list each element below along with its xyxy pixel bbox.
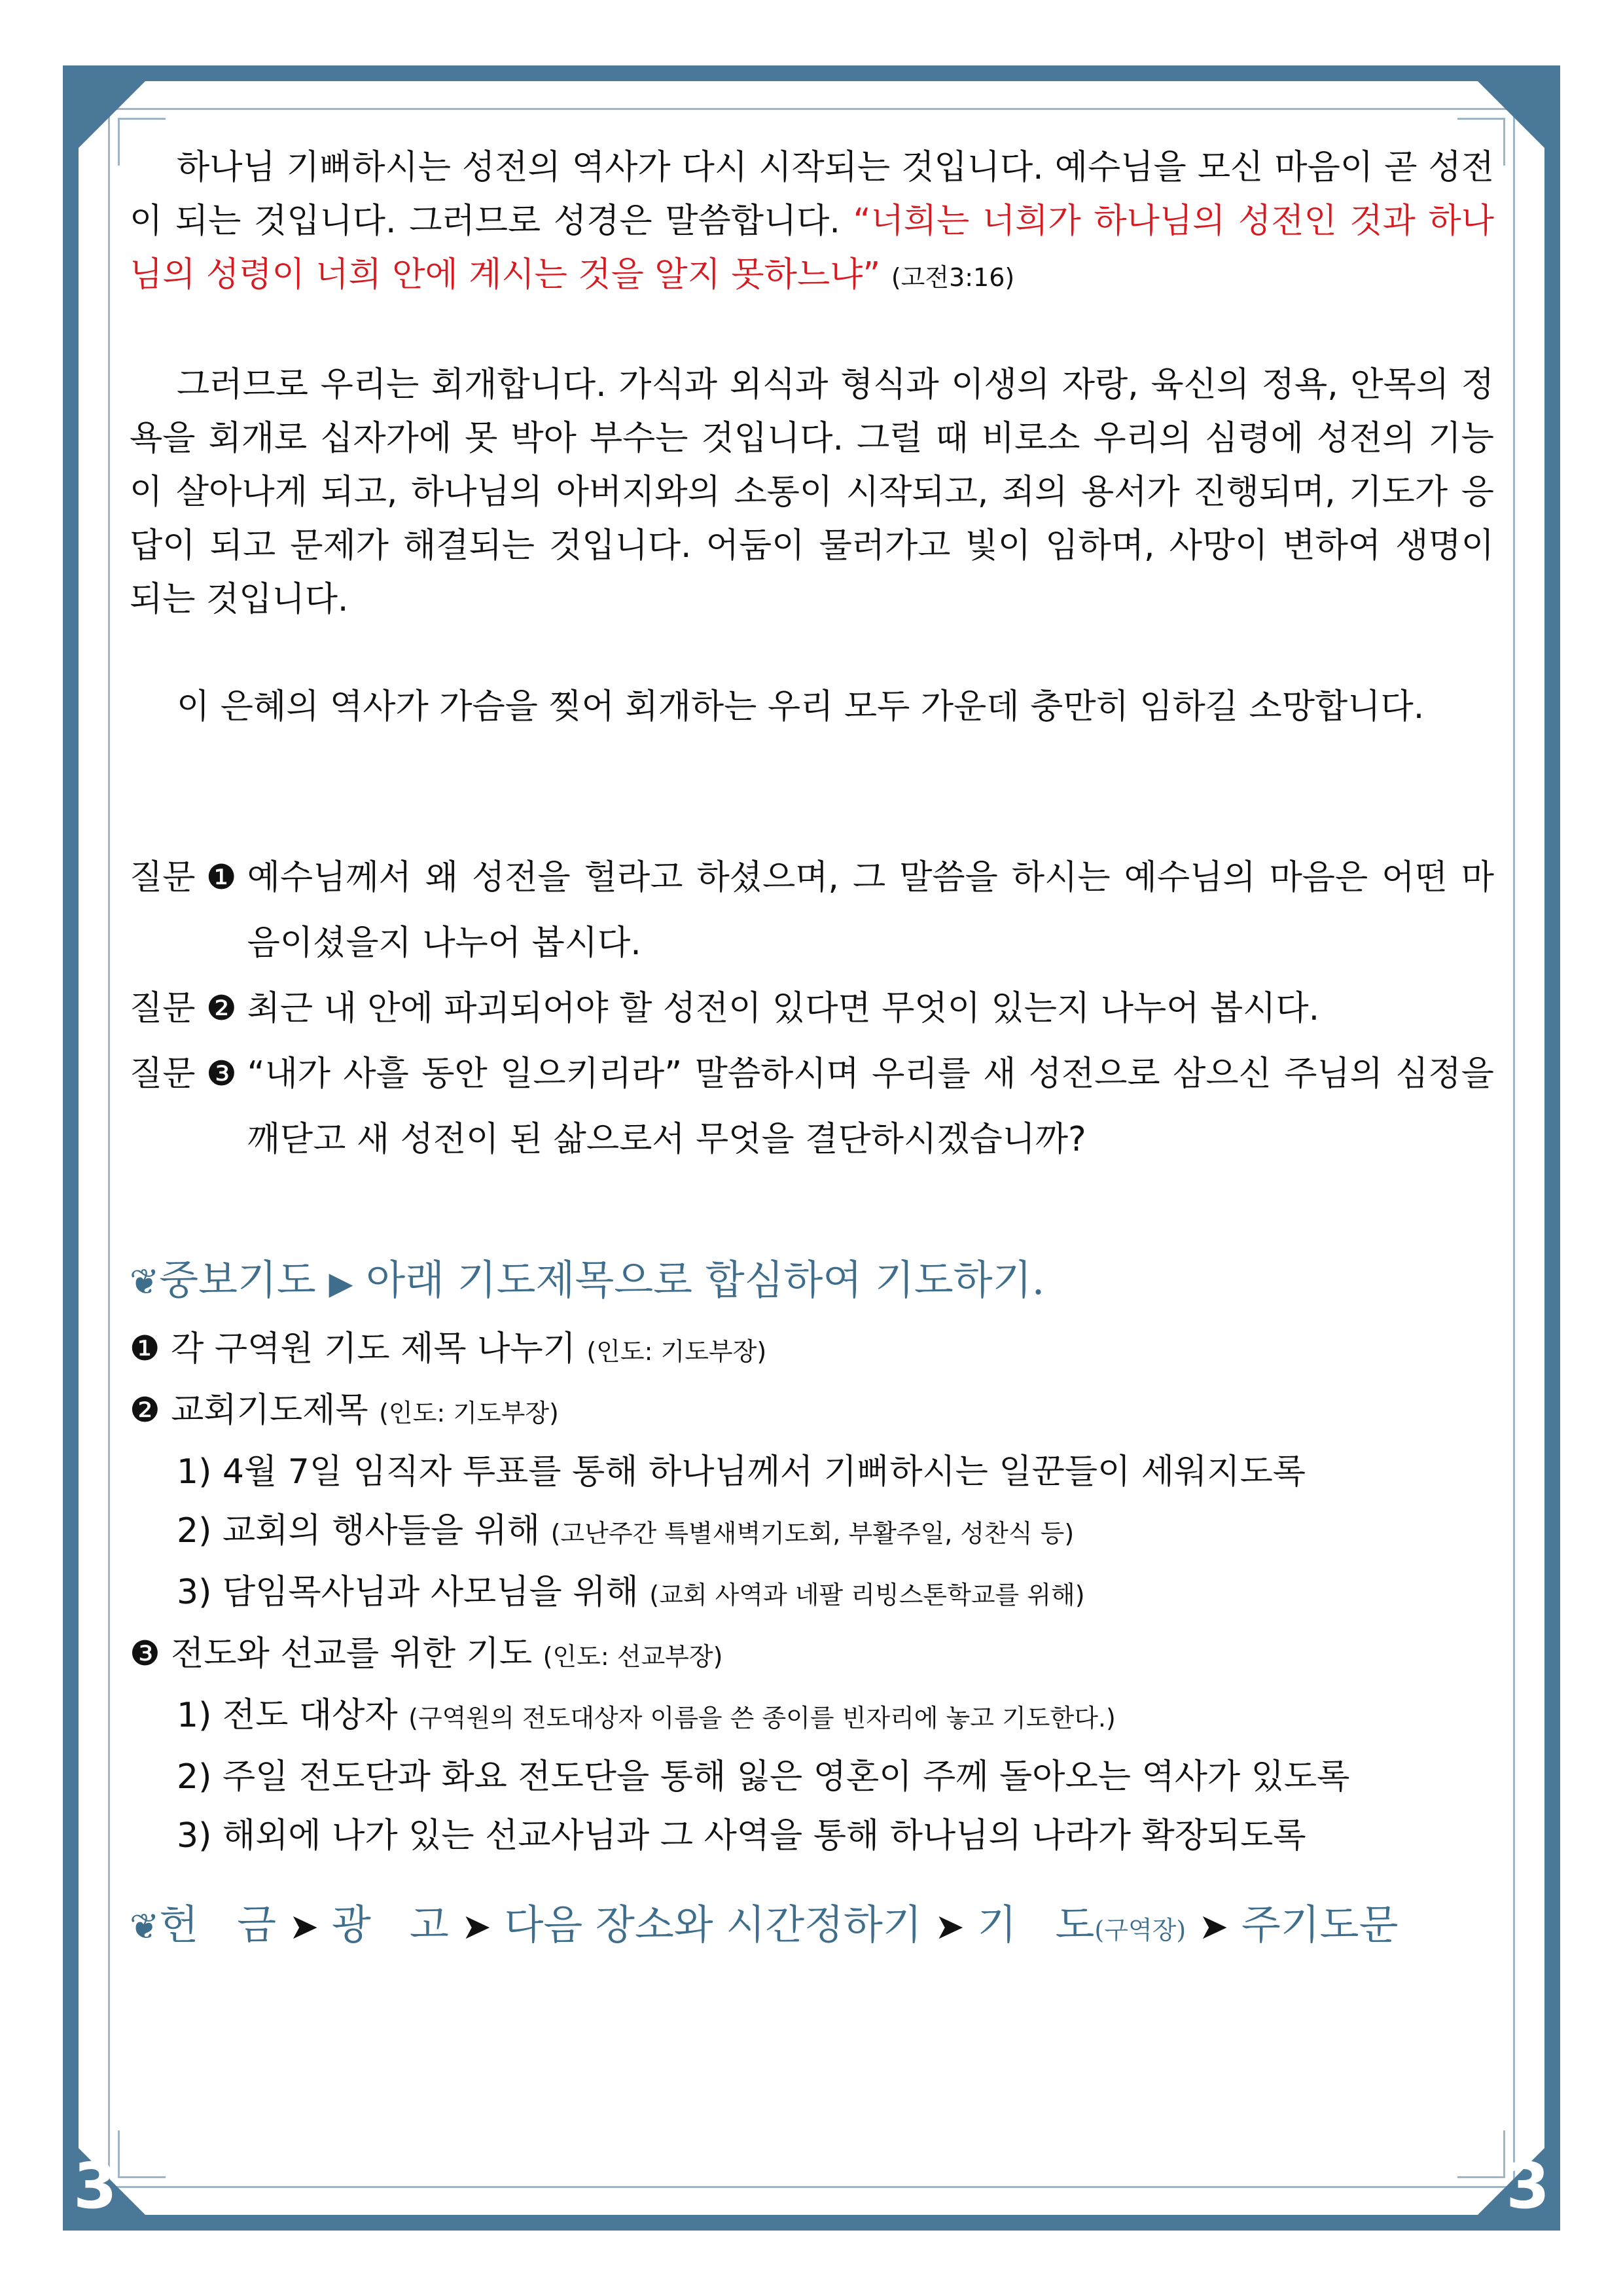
paragraph-3: 이 은혜의 역사가 가슴을 찢어 회개하는 우리 모두 가운데 충만히 임하길 소망합니다. (177, 687, 1425, 726)
order-step-offering: 헌 금 (159, 1901, 277, 1948)
prayer-item (130, 1624, 1494, 1686)
triangle-right-icon: ▶ (329, 1265, 353, 1302)
item-text: 각 구역원 기도 제목 나누기 (171, 1329, 576, 1369)
prayer-subitem (130, 1748, 1494, 1806)
order-step-lords-prayer: 주기도문 (1241, 1901, 1399, 1948)
prayer-section-title: 중보기도 (159, 1256, 316, 1304)
subitem-text: 1) 전도 대상자 (177, 1696, 398, 1735)
scripture-reference: (고전3:16) (891, 263, 1015, 292)
subitem-note: (교회 사역과 네팔 리빙스톤학교를 위해) (649, 1581, 1085, 1609)
item-text: 전도와 선교를 위한 기도 (171, 1634, 533, 1674)
prayer-section-heading (130, 1244, 1494, 1319)
paragraph-1 (130, 141, 1494, 304)
page-content (130, 141, 1494, 1966)
paragraph-2: 그러므로 우리는 회개합니다. 가식과 외식과 형식과 이생의 자랑, 육신의 정욕, 안목의 정욕을 회개로 십자가에 못 박아 부수는 것입니다. 그럴 때 비로소 우리의 심령에 성전의 기능이 살아나게 되고, 하나님의 아버지와의 소통이 시작되고, 죄의 용서가 진행되며, 기도가 응답이 되고 문제가 해결되는 것입니다. 어둠이 물러가고 빛이 임하며, 사망이 변하여 생명이 되는 것입니다. (130, 365, 1494, 619)
question-text: 예수님께서 왜 성전을 헐라고 하셨으며, 그 말씀을 하시는 예수님의 마음은 어떤 마음이셨을지 나누어 봅시다. (247, 858, 1494, 963)
order-step-prayer: 기 도 (977, 1901, 1095, 1948)
paragraph-1-text: 하나님 기뻐하시는 성전의 역사가 다시 시작되는 것입니다. 예수님을 모신 마음이 곧 성전이 되는 것입니다. 그러므로 성경은 말씀합니다. (130, 148, 1494, 241)
order-step-prayer-note: (구역장) (1094, 1916, 1186, 1945)
subitem-text: 2) 교회의 행사들을 위해 (177, 1511, 541, 1551)
corner-bracket (118, 2130, 166, 2178)
arrow-right-icon: ➤ (461, 1906, 491, 1947)
arrow-right-icon: ➤ (935, 1906, 965, 1947)
prayer-subitem (130, 1686, 1494, 1748)
prayer-item (130, 1381, 1494, 1443)
question-list (130, 845, 1494, 1172)
item-number: ❶ (130, 1329, 160, 1369)
item-note: (인도: 기도부장) (379, 1399, 559, 1427)
subitem-note: (구역원의 전도대상자 이름을 쓴 종이를 빈자리에 놓고 기도한다.) (408, 1704, 1116, 1732)
subitem-text: 1) 4월 7일 임직자 투표를 통해 하나님께서 기뻐하시는 일꾼들이 세워지도록 (177, 1452, 1306, 1492)
prayer-subitem (130, 1443, 1494, 1501)
item-text: 교회기도제목 (171, 1391, 368, 1430)
question-text: 최근 내 안에 파괴되어야 할 성전이 있다면 무엇이 있는지 나누어 봅시다. (247, 989, 1320, 1028)
heart-ornament-icon: ❦ (130, 1906, 160, 1947)
corner-bracket (1457, 2130, 1505, 2178)
question-text: “내가 사흘 동안 일으키리라” 말씀하시며 우리를 새 성전으로 삼으신 주님의 심정을 깨닫고 새 성전이 된 삶으로서 무엇을 결단하시겠습니까? (247, 1054, 1494, 1159)
question-item (130, 976, 1494, 1041)
prayer-section-subtitle: 아래 기도제목으로 합심하여 기도하기. (366, 1256, 1045, 1304)
item-number: ❷ (130, 1391, 160, 1430)
arrow-right-icon: ➤ (1198, 1906, 1229, 1947)
item-note: (인도: 선교부장) (543, 1642, 723, 1671)
subitem-text: 3) 담임목사님과 사모님을 위해 (177, 1573, 639, 1612)
item-note: (인도: 기도부장) (586, 1337, 767, 1366)
service-order (130, 1889, 1494, 1966)
prayer-item (130, 1319, 1494, 1381)
subitem-text: 3) 해외에 나가 있는 선교사님과 그 사역을 통해 하나님의 나라가 확장되도록 (177, 1816, 1306, 1856)
item-number: ❸ (130, 1634, 160, 1674)
question-item (130, 845, 1494, 976)
subitem-text: 2) 주일 전도단과 화요 전도단을 통해 잃은 영혼이 주께 돌아오는 역사가 있도록 (177, 1757, 1350, 1797)
subitem-note: (고난주간 특별새벽기도회, 부활주일, 성찬식 등) (550, 1519, 1075, 1548)
prayer-list (130, 1319, 1494, 1865)
order-step-next-meeting: 다음 장소와 시간정하기 (504, 1901, 922, 1948)
question-label: 질문 ❷ (130, 989, 237, 1028)
prayer-subitem (130, 1806, 1494, 1865)
page-number-right: 3 (1506, 2149, 1550, 2223)
question-label: 질문 ❶ (130, 858, 237, 897)
arrow-right-icon: ➤ (289, 1906, 319, 1947)
order-step-announcements: 광 고 (331, 1901, 449, 1948)
prayer-subitem (130, 1563, 1494, 1624)
heart-ornament-icon: ❦ (130, 1261, 160, 1302)
prayer-subitem (130, 1501, 1494, 1563)
page-number-left: 3 (73, 2149, 117, 2223)
question-item (130, 1041, 1494, 1172)
question-label: 질문 ❸ (130, 1054, 237, 1094)
scripture-quote: “너희는 너희가 하나님의 성전인 것과 하나님의 성령이 너희 안에 계시는 것을 알지 못하느냐” (130, 202, 1494, 295)
